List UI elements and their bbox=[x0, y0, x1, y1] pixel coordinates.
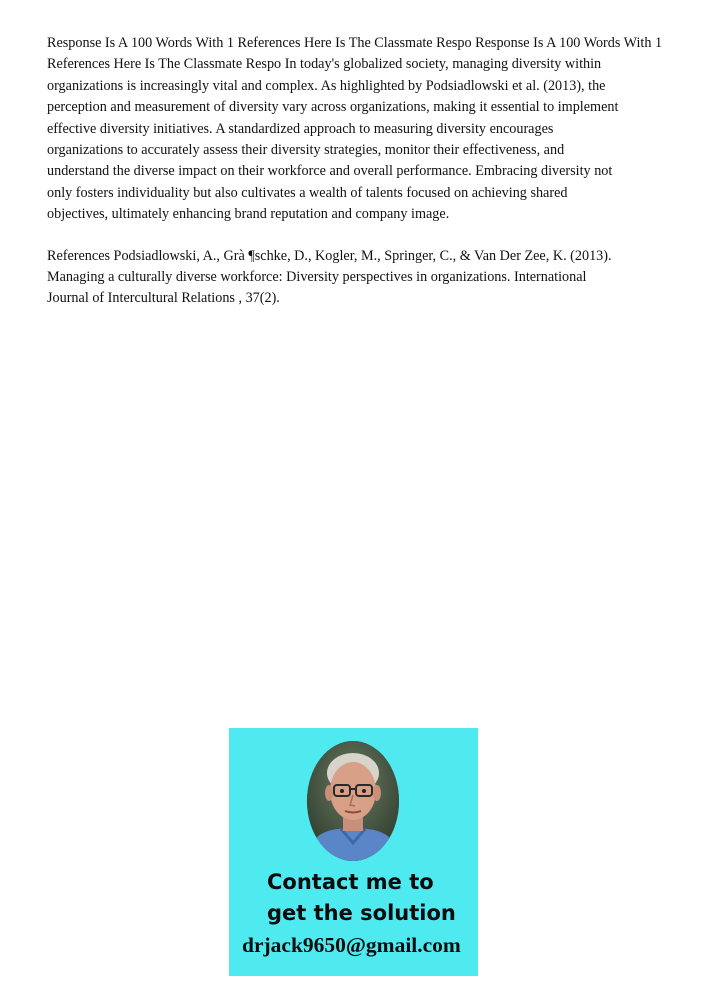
document-body bbox=[47, 33, 697, 310]
paragraph-line: understand the diverse impact on their workforce and overall performance. Embracing diversity not bbox=[47, 163, 613, 180]
reference-line: Journal of Intercultural Relations , 37(2). bbox=[47, 290, 280, 307]
paragraph-line: only fosters individuality but also cultivates a wealth of talents focused on achieving shared bbox=[47, 184, 568, 201]
paragraph-line: effective diversity initiatives. A standardized approach to measuring diversity encourages bbox=[47, 120, 554, 137]
paragraph-line: objectives, ultimately enhancing brand reputation and company image. bbox=[47, 206, 450, 223]
paragraph-gap bbox=[47, 226, 697, 246]
paragraph-line: Response Is A 100 Words With 1 References Here Is The Classmate Respo Response Is A 100 Words With 1 bbox=[47, 35, 663, 51]
paragraph-line: organizations to accurately assess their diversity strategies, monitor their effectiveness, and bbox=[47, 141, 565, 158]
paragraph-line: organizations is increasingly vital and complex. As highlighted by Podsiadlowski et al. (2013), the bbox=[47, 77, 606, 94]
contact-ad-banner[interactable] bbox=[229, 728, 478, 976]
main-paragraph bbox=[47, 33, 697, 226]
contact-heading bbox=[267, 867, 456, 929]
paragraph-line: perception and measurement of diversity vary across organizations, making it essential to implement bbox=[47, 99, 619, 116]
paragraph-line: References Here Is The Classmate Respo In today's globalized society, managing diversity within bbox=[47, 56, 602, 73]
reference-line: References Podsiadlowski, A., Grà ¶schke, D., Kogler, M., Springer, C., & Van Der Zee, K. (2013). bbox=[47, 247, 612, 264]
portrait-photo-icon bbox=[307, 741, 399, 861]
contact-email-link[interactable]: drjack9650@gmail.com bbox=[242, 933, 461, 957]
references-paragraph bbox=[47, 246, 697, 310]
reference-line: Managing a culturally diverse workforce: Diversity perspectives in organizations. International bbox=[47, 268, 587, 285]
contact-line-1: Contact me to bbox=[267, 870, 434, 894]
contact-line-2: get the solution bbox=[267, 901, 456, 925]
